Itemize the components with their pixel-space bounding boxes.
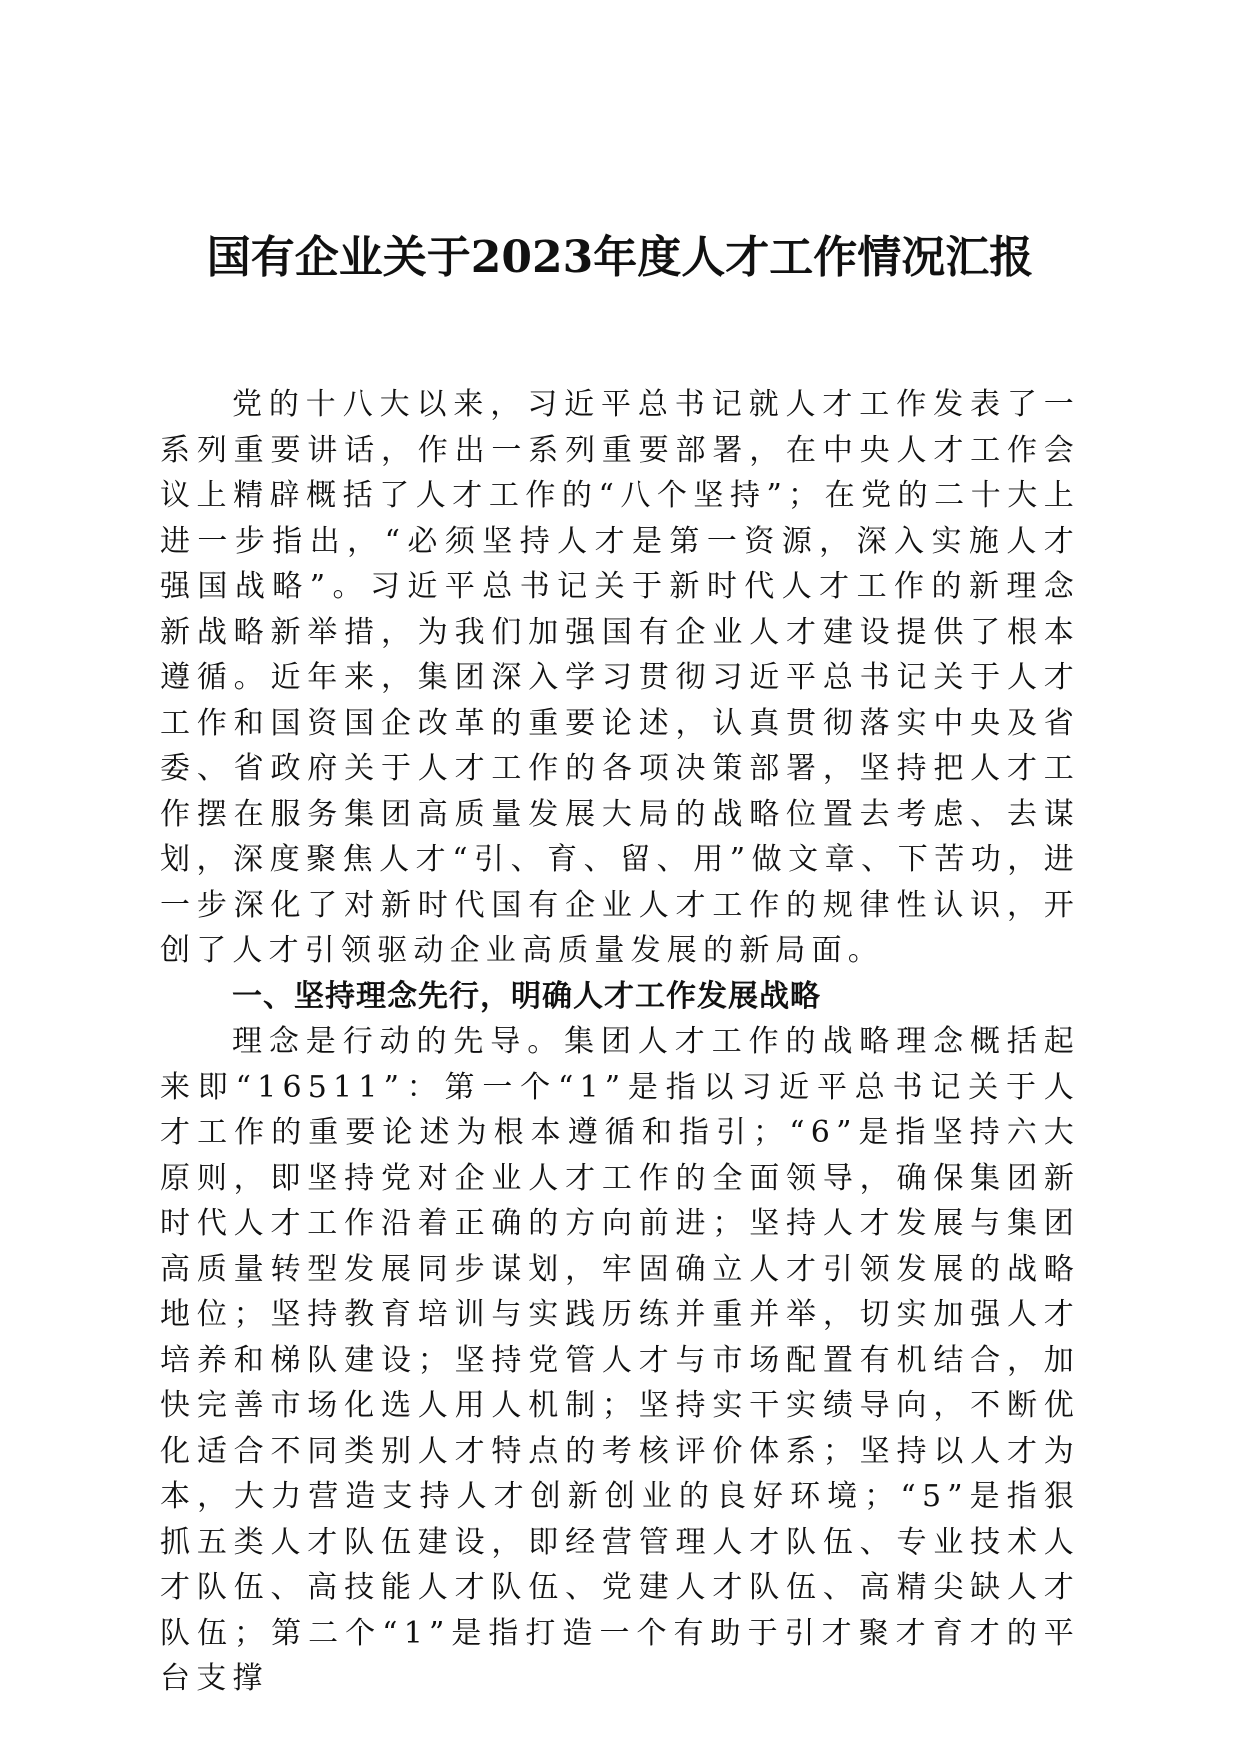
document-title: 国有企业关于2023年度人才工作情况汇报 [206, 232, 1034, 283]
section-heading: 一、坚持理念先行，明确人才工作发展战略 [232, 978, 821, 1014]
document-body [160, 382, 1080, 1702]
intro-paragraph: 党的十八大以来，习近平总书记就人才工作发表了一系列重要讲话，作出一系列重要部署，在中央人才工作会议上精辟概括了人才工作的“八个坚持”；在党的二十大上进一步指出，“必须坚持人才是第一资源，深入实施人才强国战略”。习近平总书记关于新时代人才工作的新理念新战略新举措，为我们加强国有企业人才建设提供了根本遵循。近年来，集团深入学习贯彻习近平总书记关于人才工作和国资国企改革的重要论述，认真贯彻落实中央及省委、省政府关于人才工作的各项决策部署，坚持把人才工作摆在服务集团高质量发展大局的战略位置去考虑、去谋划，深度聚焦人才“引、育、留、用”做文章、下苦功，进一步深化了对新时代国有企业人才工作的规律性认识，开创了人才引领驱动企业高质量发展的新局面。 [160, 387, 1080, 968]
section-paragraph: 理念是行动的先导。集团人才工作的战略理念概括起来即“16511”：第一个“1”是指以习近平总书记关于人才工作的重要论述为根本遵循和指引；“6”是指坚持六大原则，即坚持党对企业人才工作的全面领导，确保集团新时代人才工作沿着正确的方向前进；坚持人才发展与集团高质量转型发展同步谋划，牢固确立人才引领发展的战略地位；坚持教育培训与实践历练并重并举，切实加强人才培养和梯队建设；坚持党管人才与市场配置有机结合，加快完善市场化选人用人机制；坚持实干实绩导向，不断优化适合不同类别人才特点的考核评价体系；坚持以人才为本，大力营造支持人才创新创业的良好环境；“5”是指狠抓五类人才队伍建设，即经营管理人才队伍、专业技术人才队伍、高技能人才队伍、党建人才队伍、高精尖缺人才队伍；第二个“1”是指打造一个有助于引才聚才育才的平台支撑 [160, 1024, 1080, 1696]
